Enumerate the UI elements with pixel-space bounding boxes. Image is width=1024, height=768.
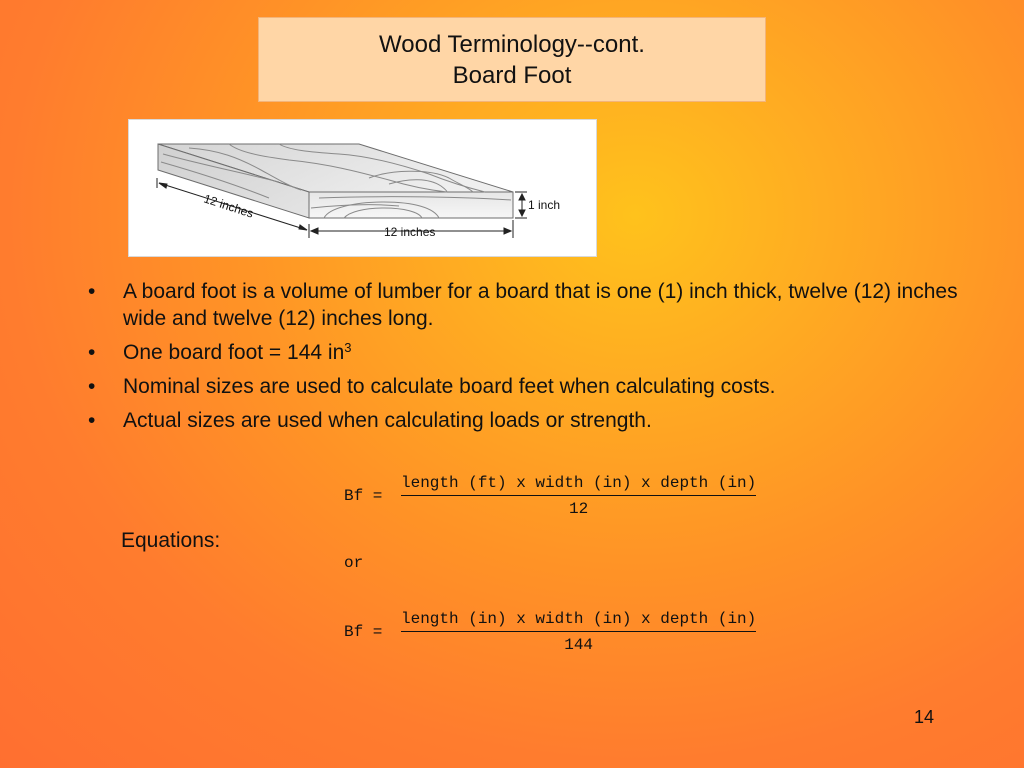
bullet-item	[88, 339, 968, 366]
bullet-text: One board foot = 144 in	[123, 341, 345, 364]
equation-lhs: Bf =	[344, 487, 383, 505]
bullet-item	[88, 407, 968, 434]
slide-title-box	[258, 17, 766, 102]
bullet-marker: •	[88, 341, 96, 364]
equation-numerator: length (in) x width (in) x depth (in)	[401, 610, 756, 632]
dimension-label-length: 12 inches	[202, 191, 256, 221]
dimension-label-thickness: 1 inch	[528, 198, 561, 212]
bullet-marker: •	[88, 375, 96, 398]
bullet-marker: •	[88, 280, 96, 303]
board-illustration	[129, 120, 598, 258]
bullet-item	[88, 278, 968, 332]
slide-title: Wood Terminology--cont.	[379, 30, 645, 58]
board-front-face	[309, 192, 513, 218]
equations-label: Equations:	[121, 529, 221, 552]
bullet-item	[88, 373, 968, 400]
equation-fraction	[401, 610, 756, 654]
equation-denominator: 12	[569, 500, 589, 518]
board-foot-diagram	[128, 119, 597, 257]
bullet-text: Actual sizes are used when calculating loads or strength.	[123, 409, 652, 432]
bullet-text: A board foot is a volume of lumber for a board that is one (1) inch thick, twelve (12) inches wide and twelve (12) inches long.	[123, 280, 958, 330]
equation-denominator: 144	[564, 636, 594, 654]
bullet-text: Nominal sizes are used to calculate board feet when calculating costs.	[123, 375, 776, 398]
equation-lhs: Bf =	[344, 623, 383, 641]
bullet-list	[88, 278, 968, 441]
slide-subtitle: Board Foot	[452, 61, 572, 89]
page-number: 14	[914, 707, 935, 727]
equation-or: or	[344, 554, 364, 572]
equation-fraction	[401, 474, 756, 518]
dimension-label-width: 12 inches	[384, 225, 436, 239]
equation-numerator: length (ft) x width (in) x depth (in)	[401, 474, 756, 496]
bullet-superscript: 3	[344, 340, 352, 355]
bullet-marker: •	[88, 409, 96, 432]
